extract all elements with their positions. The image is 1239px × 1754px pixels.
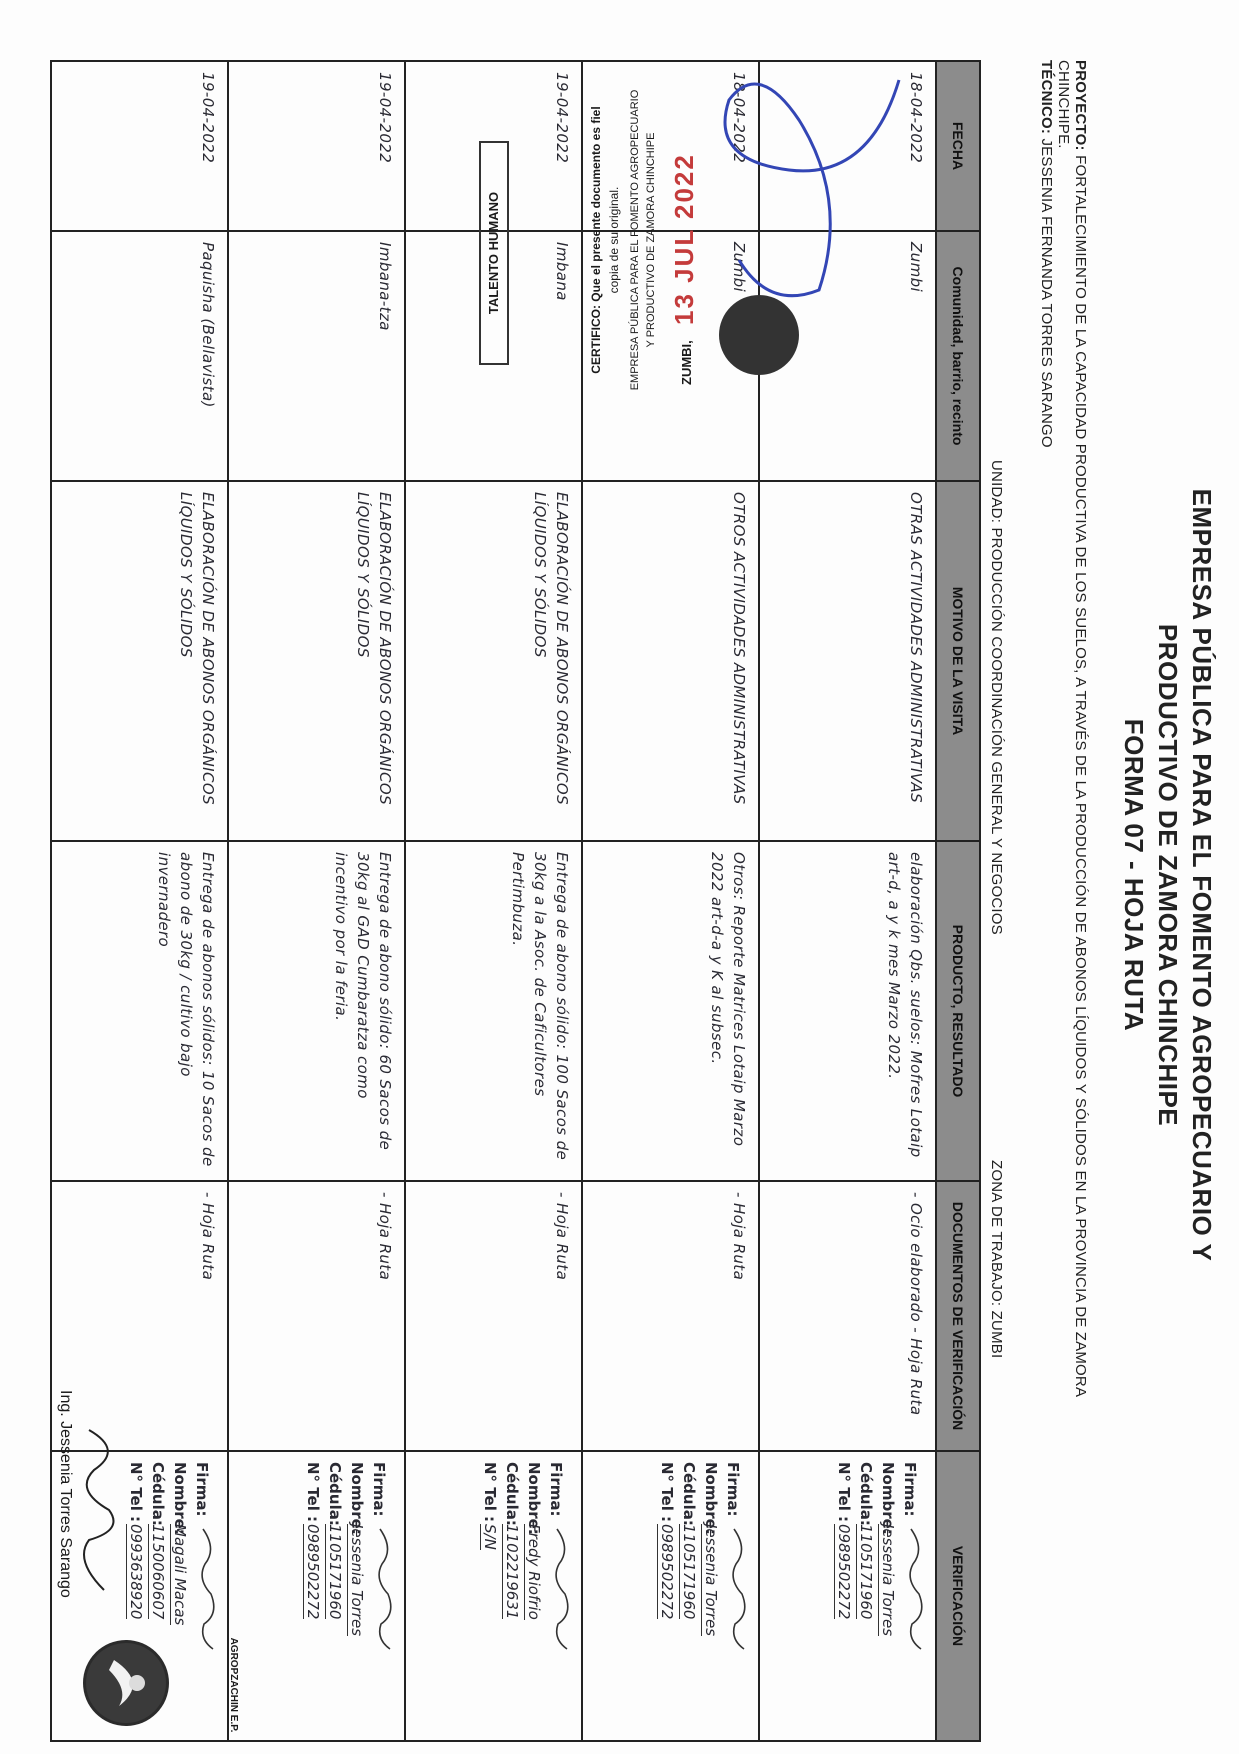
cedula-value: 1105171960 — [326, 1524, 344, 1620]
cell-fecha: 19-04-2022 — [228, 61, 405, 231]
cell-documentos: - Hoja Ruta — [228, 1181, 405, 1451]
firma-label: Firma: — [193, 1462, 211, 1517]
tel-value: 0989502272 — [835, 1524, 853, 1620]
zona-info — [988, 1160, 1005, 1560]
header-comunidad: Comunidad, barrio, recinto — [936, 231, 980, 481]
cell-verificacion — [582, 1451, 759, 1741]
cell-fecha: 19-04-2022 — [405, 61, 582, 231]
cell-documentos: - Hoja Ruta — [405, 1181, 582, 1451]
zona-label: ZONA DE TRABAJO: — [988, 1160, 1005, 1307]
cell-producto: Otros: Reporte Matrices Lotaip Marzo 2022 art-d-a y K al subsec. — [582, 841, 759, 1181]
cell-motivo: ELABORACIÓN DE ABONOS ORGÁNICOS LÍQUIDOS Y SÓLIDOS — [228, 481, 405, 841]
nombre-value: Magali Macas — [171, 1524, 189, 1626]
stamp-certifico: CERTIFICO: Que el presente documento es fiel — [589, 106, 603, 374]
cell-motivo: ELABORACIÓN DE ABONOS ORGÁNICOS LÍQUIDOS Y SÓLIDOS — [51, 481, 228, 841]
tel-value: 0989502272 — [658, 1524, 676, 1620]
logo-text: AGROPZACHIN E.P. — [228, 1637, 239, 1733]
cell-producto: Entrega de abonos sólidos: 10 Sacos de abono de 30kg / cultivo bajo invernadero — [51, 841, 228, 1181]
cedula-label: Cédula: — [680, 1462, 698, 1526]
cell-producto: Entrega de abono sólido: 60 Sacos de 30kg al GAD Cumbaratza como incentivo por la feria. — [228, 841, 405, 1181]
handwritten-signature — [197, 1524, 219, 1654]
cell-motivo: OTRAS ACTIVIDADES ADMINISTRATIVAS — [759, 481, 936, 841]
header-documentos: DOCUMENTOS DE VERIFICACIÓN — [936, 1181, 980, 1451]
cell-comunidad: Imbana-tza — [228, 231, 405, 481]
handwritten-signature — [905, 1524, 927, 1654]
handwritten-signature — [374, 1524, 396, 1654]
nombre-value: Jessenia Torres — [348, 1524, 366, 1637]
tel-label: N° Tel : — [658, 1462, 676, 1523]
cedula-value: 1105171960 — [680, 1524, 698, 1620]
nombre-label: Nombre: — [171, 1462, 189, 1535]
tel-label: N° Tel : — [481, 1462, 499, 1523]
zona-text: ZUMBI — [988, 1310, 1005, 1359]
cell-comunidad: Zumbi — [759, 231, 936, 481]
nombre-label: Nombre: — [702, 1462, 720, 1535]
stamp-dept: TALENTO HUMANO — [479, 141, 509, 365]
stamp-city: ZUMBI, — [679, 340, 694, 385]
cedula-value: 1105171960 — [857, 1524, 875, 1620]
cell-comunidad: Zumbi — [582, 231, 759, 481]
cell-producto: Entrega de abono sólido: 100 Sacos de 30kg a la Asoc. de Caficultores Pertimbuza. — [405, 841, 582, 1181]
table-header-row — [936, 61, 980, 1741]
handwritten-signature — [728, 1524, 750, 1654]
firma-label: Firma: — [547, 1462, 565, 1517]
header-producto: PRODUCTO, RESULTADO — [936, 841, 980, 1181]
header-verificacion: VERIFICACIÓN — [936, 1451, 980, 1741]
nombre-label: Nombre: — [879, 1462, 897, 1535]
title-line-1: EMPRESA PÚBLICA PARA EL FOMENTO AGROPECUARIO Y — [1187, 488, 1217, 1262]
cell-producto: elaboración Qbs. suelos: Mofres Lotaip art-d, a y k mes Marzo 2022. — [759, 841, 936, 1181]
blue-pen-scribble — [689, 60, 909, 320]
stamp-empresa-2: Y PRODUCTIVO DE ZAMORA CHINCHIPE — [645, 132, 657, 348]
table-row — [228, 61, 405, 1741]
tel-label: N° Tel : — [304, 1462, 322, 1523]
cell-fecha: 19-04-2022 — [51, 61, 228, 231]
cell-motivo: ELABORACIÓN DE ABONOS ORGÁNICOS LÍQUIDOS Y SÓLIDOS — [405, 481, 582, 841]
header-fecha: FECHA — [936, 61, 980, 231]
footer-signature-name: Ing. Jessenia Torres Sarango — [57, 1390, 74, 1598]
cell-fecha: 18-04-2022 — [759, 61, 936, 231]
cedula-label: Cédula: — [149, 1462, 167, 1526]
nombre-value: Jessenia Torres — [702, 1524, 720, 1637]
proyecto-continuation: CHINCHIPE. — [1055, 60, 1072, 149]
nombre-value: Jessenia Torres — [879, 1524, 897, 1637]
nombre-label: Nombre: — [348, 1462, 366, 1535]
cedula-value: 1102219631 — [503, 1524, 521, 1620]
stamp-copia: copia de su original. — [607, 186, 621, 294]
cell-documentos: - Hoja Ruta — [51, 1181, 228, 1451]
tel-label: N° Tel : — [127, 1462, 145, 1523]
unidad-label: UNIDAD: — [988, 460, 1005, 524]
proyecto-label: PROYECTO: — [1072, 60, 1089, 151]
tecnico-label: TÉCNICO: — [1038, 60, 1055, 135]
tel-value: 0993638920 — [127, 1524, 145, 1620]
project-info — [1038, 60, 1089, 1750]
document-title — [1117, 300, 1219, 1450]
stamp-empresa-1: EMPRESA PÚBLICA PARA EL FOMENTO AGROPECUARIO — [629, 89, 641, 391]
title-line-3: FORMA 07 - HOJA RUTA — [1119, 718, 1149, 1032]
tel-value: S/N — [481, 1524, 499, 1550]
cedula-label: Cédula: — [326, 1462, 344, 1526]
stamp-date: 13 JUL 2022 — [669, 153, 699, 325]
unidad-info — [988, 460, 1005, 1160]
cell-verificacion — [759, 1451, 936, 1741]
cell-verificacion — [228, 1451, 405, 1741]
cell-documentos: - Hoja Ruta — [582, 1181, 759, 1451]
cedula-label: Cédula: — [857, 1462, 875, 1526]
tel-label: N° Tel : — [835, 1462, 853, 1523]
nombre-label: Nombre: — [525, 1462, 543, 1535]
cell-verificacion — [405, 1451, 582, 1741]
proyecto-text: FORTALECIMIENTO DE LA CAPACIDAD PRODUCTIVA DE LOS SUELOS, A TRAVÉS DE LA PRODUCCIÓN DE ABONOS LÍQUIDOS Y SÓLIDOS EN LA PROVINCIA DE ZAMORA — [1072, 155, 1089, 1398]
cell-comunidad: Imbana — [405, 231, 582, 481]
handwritten-signature — [551, 1524, 573, 1654]
tel-value: 0989502272 — [304, 1524, 322, 1620]
cedula-value: 1150060607 — [149, 1524, 167, 1620]
footer-signature-mark — [69, 1420, 129, 1620]
firma-label: Firma: — [724, 1462, 742, 1517]
cell-documentos: - Ocio elaborado - Hoja Ruta — [759, 1181, 936, 1451]
cedula-label: Cédula: — [503, 1462, 521, 1526]
title-line-2: PRODUCTIVO DE ZAMORA CHINCHIPE — [1153, 623, 1183, 1127]
cell-comunidad: Paquisha (Bellavista) — [51, 231, 228, 481]
firma-label: Firma: — [901, 1462, 919, 1517]
header-motivo: MOTIVO DE LA VISITA — [936, 481, 980, 841]
nombre-value: Fredy Riofrio — [525, 1524, 543, 1620]
cell-fecha: 18-04-2022 — [582, 61, 759, 231]
unidad-text: PRODUCCIÓN COORDINACIÓN GENERAL Y NEGOCIOS — [988, 527, 1005, 935]
cell-motivo: OTROS ACTIVIDADES ADMINISTRATIVAS — [582, 481, 759, 841]
tecnico-text: JESSENIA FERNANDA TORRES SARANGO — [1038, 138, 1055, 448]
firma-label: Firma: — [370, 1462, 388, 1517]
